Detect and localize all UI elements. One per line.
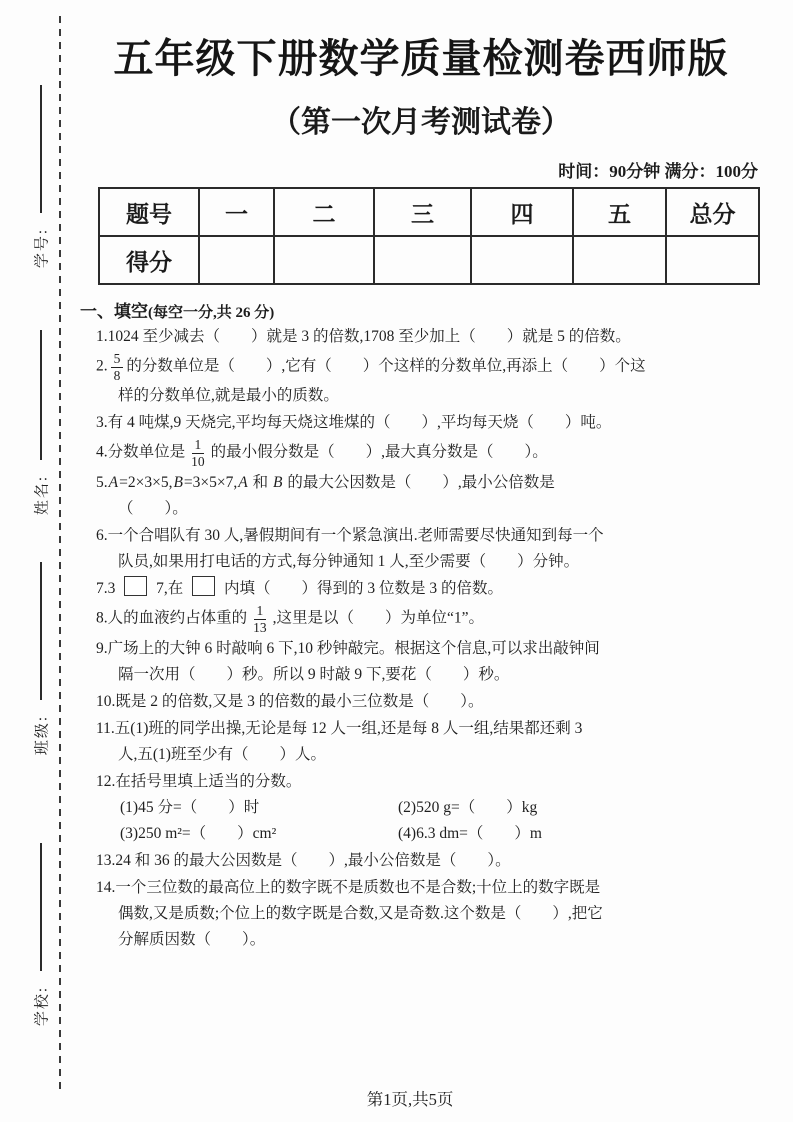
question-text: 7,在 — [152, 580, 188, 598]
subitem-text: (3)250 m²=（ ）cm² — [120, 825, 277, 843]
page-number: 第1页,共5页 — [366, 1090, 454, 1109]
variable-text: B — [273, 474, 283, 492]
student-number-fill-line — [40, 85, 42, 213]
question-text: 7.3 — [96, 580, 120, 598]
question-text: 样的分数单位,就是最小的质数。 — [118, 387, 339, 405]
seal-dashed-line — [59, 16, 61, 1094]
subitem-text: (4)6.3 dm=（ ）m — [398, 825, 542, 843]
question-q4 — [96, 437, 748, 469]
class-label: 班级: — [34, 714, 51, 756]
page-title: 五年级下册数学质量检测卷西师版 — [113, 36, 729, 81]
question-text: 2. — [96, 357, 108, 375]
question-q12 — [96, 769, 748, 847]
question-text: 和 — [248, 474, 273, 492]
question-q5 — [96, 470, 748, 522]
question-text: 3.有 4 吨煤,9 天烧完,平均每天烧这堆煤的（ ）,平均每天烧（ ）吨。 — [96, 414, 612, 432]
score-row-label-cell: 得分 — [99, 236, 199, 284]
score-blank-cell — [573, 236, 666, 284]
question-text: 内填（ ）得到的 3 位数是 3 的倍数。 — [220, 580, 504, 598]
question-text: 10.既是 2 的倍数,又是 3 的倍数的最小三位数是（ ）。 — [96, 693, 484, 711]
fraction-denominator: 8 — [113, 367, 121, 383]
score-table-column-cell: 二 — [274, 188, 374, 236]
question-text: 11.五(1)班的同学出操,无论是每 12 人一组,还是每 8 人一组,结果都还剩 3 — [96, 720, 583, 738]
section-one-title: 一、填空 — [80, 302, 148, 321]
question-text: 5. — [96, 474, 108, 492]
fraction-numerator: 1 — [192, 437, 205, 454]
score-blank-cell — [374, 236, 471, 284]
question-text: 6.一个合唱队有 30 人,暑假期间有一个紧急演出.老师需要尽快通知到每一个 — [96, 527, 604, 545]
score-blank-cell — [666, 236, 759, 284]
question-text: 的分数单位是（ ）,它有（ ）个这样的分数单位,再添上（ ）个这 — [126, 357, 646, 375]
score-table-column-cell: 一 — [199, 188, 274, 236]
section-one-header — [80, 297, 762, 322]
question-text: 隔一次用（ ）秒。所以 9 时敲 9 下,要花（ ）秒。 — [118, 666, 510, 684]
question-text: 14.一个三位数的最高位上的数字既不是质数也不是合数;十位上的数字既是 — [96, 879, 601, 897]
question-q14 — [96, 875, 748, 953]
question-q2 — [96, 351, 748, 409]
fraction — [111, 351, 124, 383]
name-label: 姓名: — [34, 474, 51, 516]
time-and-score-info: 时间：90分钟 满分：100分 — [558, 162, 758, 181]
question-text: 的最小假分数是（ ）,最大真分数是（ ）。 — [210, 443, 548, 461]
question-q1 — [96, 324, 748, 350]
score-table-column-cell: 总分 — [666, 188, 759, 236]
score-table-score-row — [99, 236, 759, 284]
question-q6 — [96, 523, 748, 575]
class-fill-line — [40, 562, 42, 700]
score-table-header-row — [99, 188, 759, 236]
sidebar-item-school — [28, 843, 54, 1035]
score-table — [98, 187, 760, 285]
score-blank-cell — [274, 236, 374, 284]
fill-in-box — [124, 576, 147, 596]
score-blank-cell — [199, 236, 274, 284]
school-fill-line — [40, 843, 42, 971]
question-q8 — [96, 603, 748, 635]
question-text: 1.1024 至少减去（ ）就是 3 的倍数,1708 至少加上（ ）就是 5 的倍数。 — [96, 328, 631, 345]
student-number-label: 学号: — [34, 227, 51, 269]
question-text: 偶数,又是质数;个位上的数字既是合数,又是奇数.这个数是（ ）,把它 — [118, 905, 603, 923]
question-q11 — [96, 716, 748, 768]
question-text: 8.人的血液约占体重的 — [96, 609, 248, 627]
question-text: 人,五(1)班至少有（ ）人。 — [118, 746, 326, 764]
question-text: 13.24 和 36 的最大公因数是（ ）,最小公倍数是（ ）。 — [96, 852, 511, 870]
question-text: =2×3×5, — [119, 474, 173, 492]
fraction — [188, 437, 208, 469]
question-text: ,这里是以（ ）为单位“1”。 — [272, 609, 485, 627]
score-table-column-cell: 五 — [573, 188, 666, 236]
score-table-column-cell: 四 — [471, 188, 573, 236]
fill-in-box — [192, 576, 215, 596]
page-subtitle: （第一次月考测试卷） — [271, 106, 571, 139]
question-text: 分解质因数（ ）。 — [118, 931, 266, 949]
variable-text: A — [108, 474, 119, 492]
main-content — [80, 0, 762, 954]
variable-text: B — [173, 474, 183, 492]
name-fill-line — [40, 330, 42, 460]
sidebar-item-class — [28, 562, 54, 764]
question-text: （ ）。 — [118, 500, 188, 518]
question-q7 — [96, 576, 748, 602]
question-subitems — [118, 795, 748, 847]
fraction-denominator: 10 — [191, 453, 205, 469]
sidebar-item-name — [28, 330, 54, 524]
variable-text: A — [238, 474, 248, 492]
school-label: 学校: — [34, 985, 51, 1027]
question-text: 9.广场上的大钟 6 时敲响 6 下,10 秒钟敲完。根据这个信息,可以求出敲钟间 — [96, 640, 600, 658]
question-q3 — [96, 410, 748, 436]
score-table-body — [99, 188, 759, 284]
question-text: 的最大公因数是（ ）,最小公倍数是 — [283, 474, 555, 492]
question-text: =3×5×7, — [183, 474, 238, 492]
question-text: 12.在括号里填上适当的分数。 — [96, 773, 302, 791]
fraction-numerator: 5 — [111, 351, 124, 368]
questions-list — [96, 324, 748, 953]
score-table-corner-cell: 题号 — [99, 188, 199, 236]
question-q9 — [96, 636, 748, 688]
question-q10 — [96, 689, 748, 715]
fraction-denominator: 13 — [253, 619, 267, 635]
question-q13 — [96, 848, 748, 874]
score-table-column-cell: 三 — [374, 188, 471, 236]
score-blank-cell — [471, 236, 573, 284]
subitem-text: (1)45 分=（ ）时 — [120, 799, 260, 817]
subitem-text: (2)520 g=（ ）kg — [398, 799, 538, 817]
question-text: 4.分数单位是 — [96, 443, 186, 461]
section-one-note: (每空一分,共 26 分) — [148, 305, 275, 321]
sidebar-item-student-number — [28, 85, 54, 277]
question-text: 队员,如果用打电话的方式,每分钟通知 1 人,至少需要（ ）分钟。 — [118, 553, 580, 571]
fraction-numerator: 1 — [254, 603, 267, 620]
fraction — [250, 603, 270, 635]
